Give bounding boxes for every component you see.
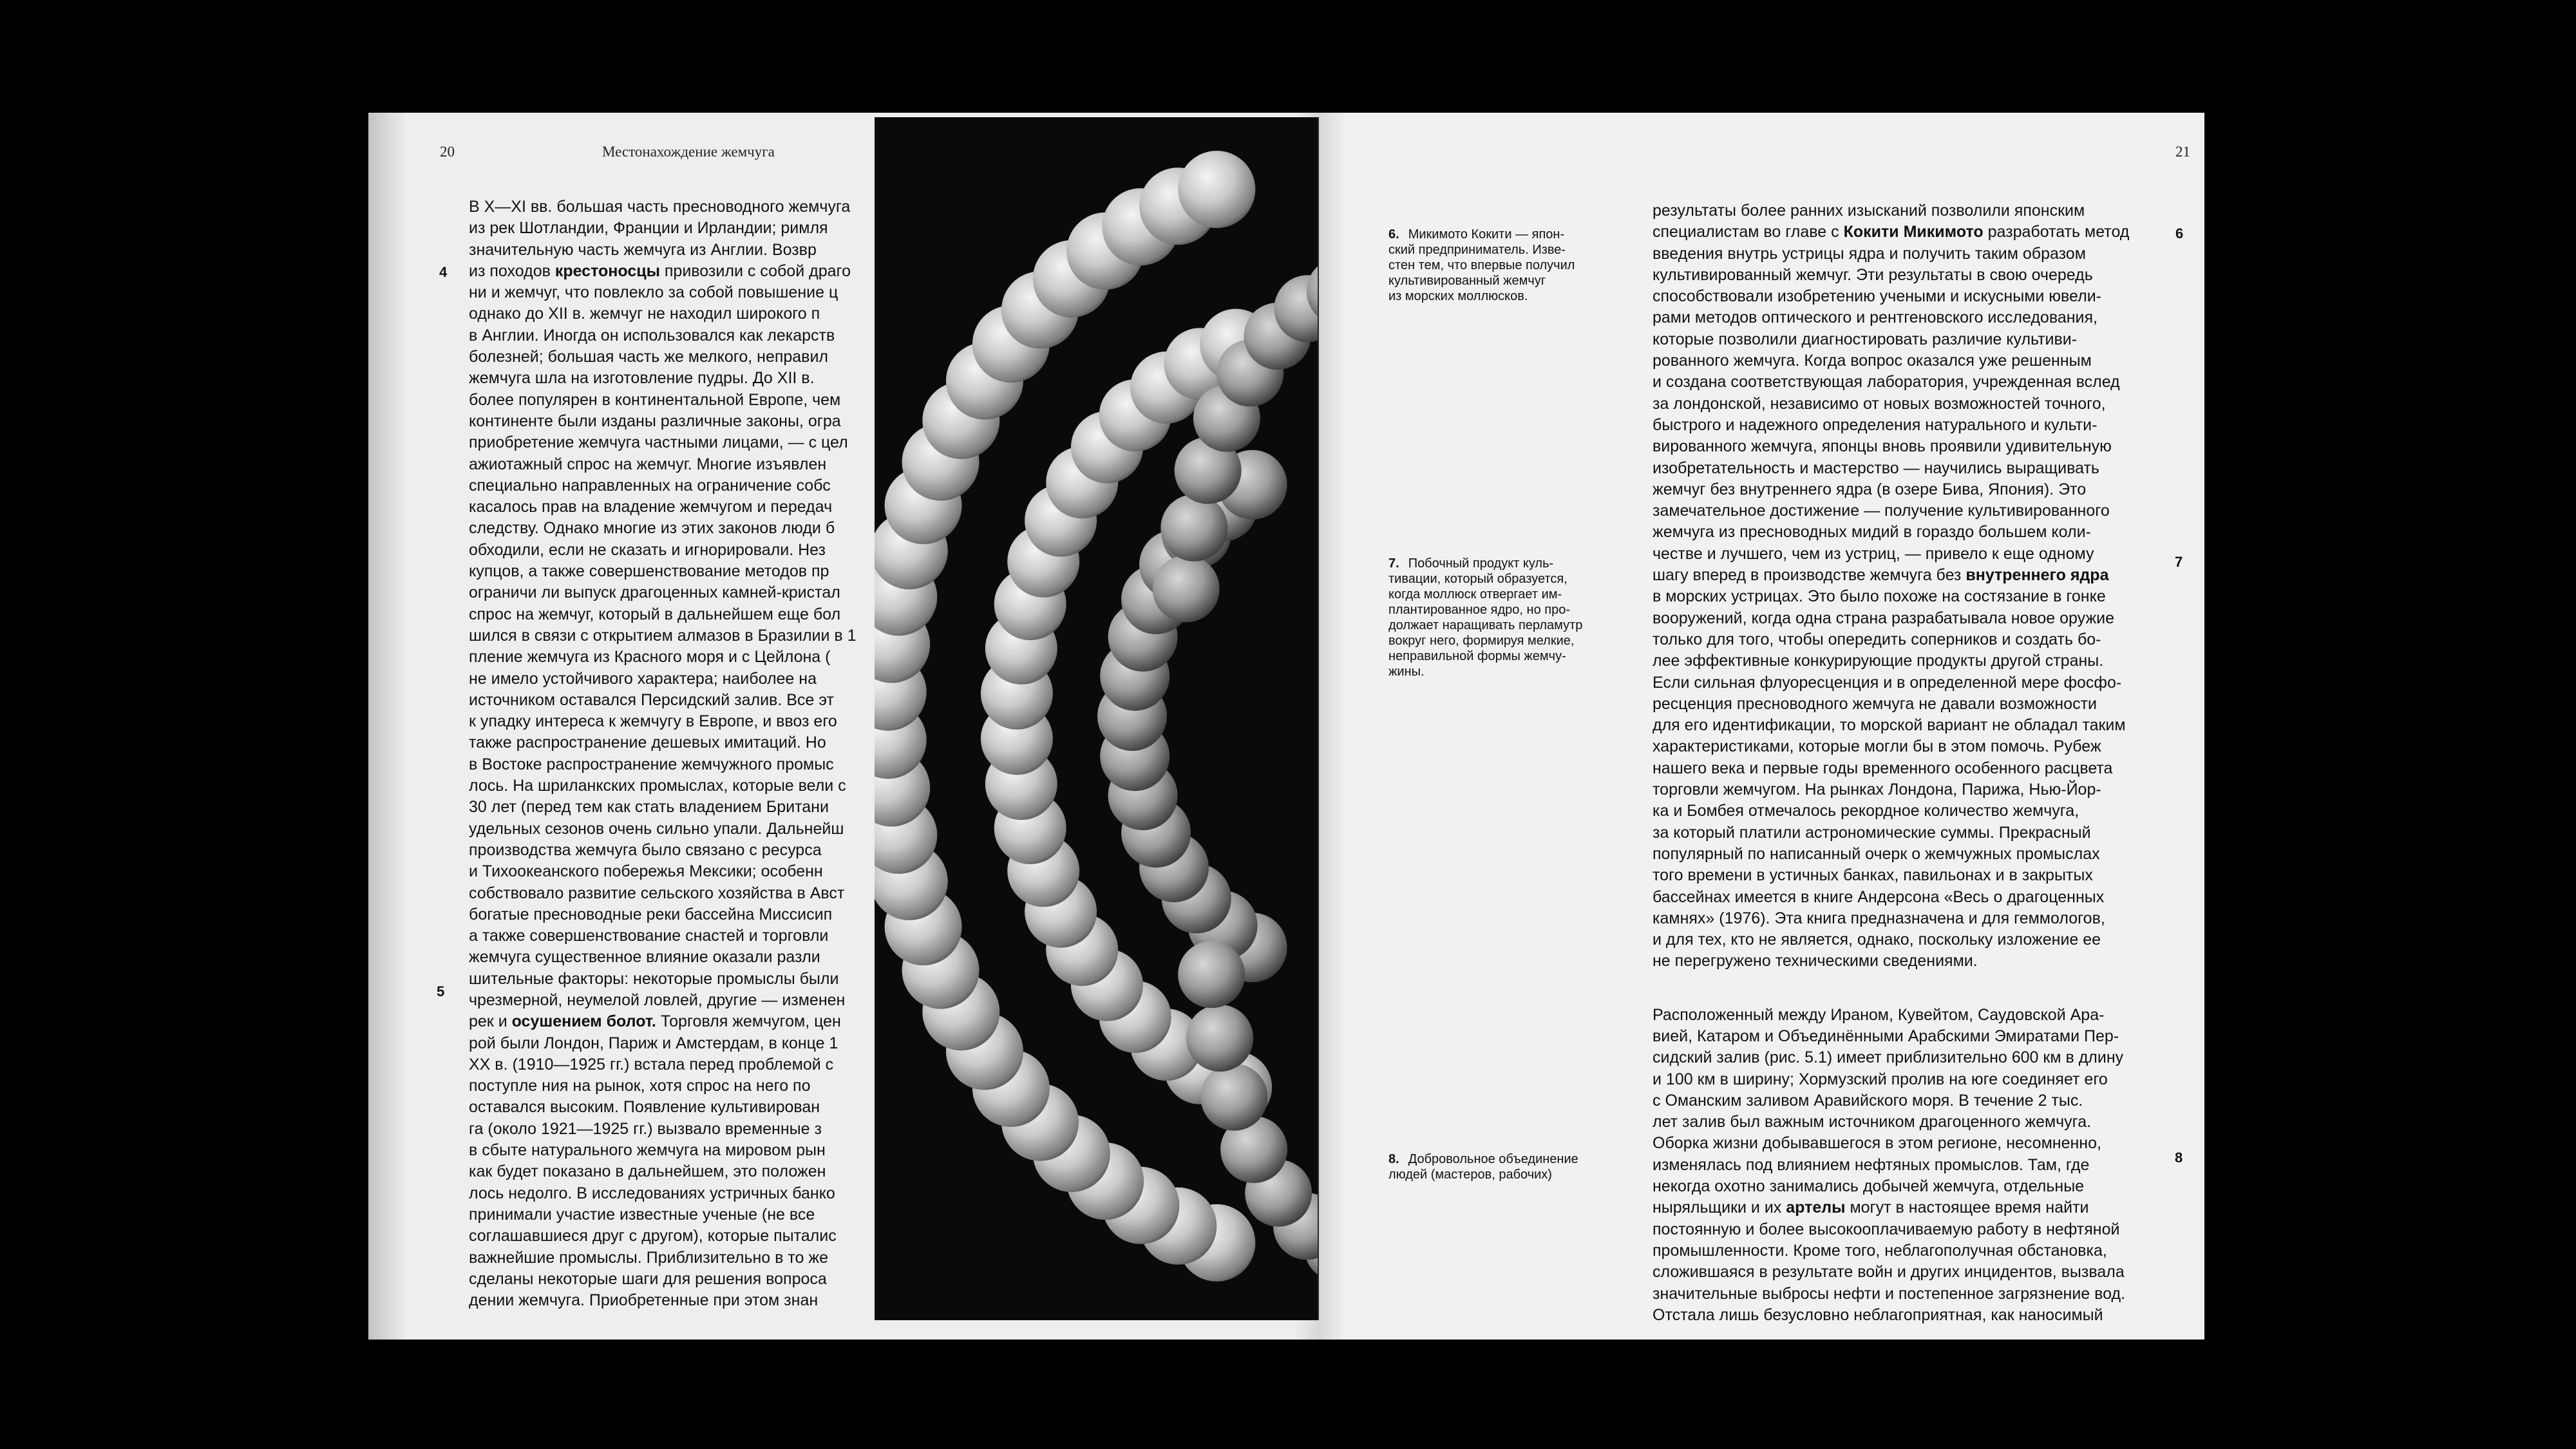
text-line: шительные факторы: некоторые промыслы были <box>469 969 839 988</box>
text-line: лет залив был важным источником драгоценного жемчуга. <box>1653 1113 2092 1132</box>
text-line: касалось прав на владение жемчугом и передач <box>469 498 833 516</box>
text-line: богатые пресноводные реки бассейна Миссисип <box>469 905 833 923</box>
text-line: континенте были изданы различные законы, огра <box>469 412 841 430</box>
text-line: с Оманским заливом Аравийского моря. В течение 2 тыс. <box>1653 1091 2083 1110</box>
text-line: ажиотажный спрос на жемчуг. Многие изъявлен <box>469 455 827 473</box>
text-line: быстрого и надежного определения натурального и культи- <box>1653 415 2098 434</box>
text-line: за лондонской, независимо от новых возможностей точного, <box>1653 394 2106 413</box>
pearl <box>1178 151 1255 228</box>
text-line: В X—XI вв. большая часть пресноводного жемчуга <box>469 198 851 216</box>
text-line: и Тихоокеанского побережья Мексики; особенн <box>469 862 823 881</box>
text-line: характеристиками, которые могли бы в этом помочь. Рубеж <box>1653 737 2101 756</box>
text-line: ныряльщики и их артелы могут в настоящее время найти <box>1653 1198 2089 1217</box>
pearl <box>1178 941 1245 1008</box>
text-line: жемчуга шла на изготовление пудры. До XII в. <box>469 369 815 388</box>
text-line: производства жемчуга было связано с ресурса <box>469 840 822 859</box>
text-line: важнейшие промыслы. Приблизительно в то же <box>469 1248 829 1267</box>
text-line: купцов, а также совершенствование методов пр <box>469 562 829 581</box>
text-line: камнях» (1976). Эта книга предназначена и для геммологов, <box>1653 909 2105 927</box>
text-line: сделаны некоторые шаги для решения вопроса <box>469 1269 827 1288</box>
text-line: вией, Катаром и Объединёнными Арабскими Эмиратами Пер- <box>1653 1027 2119 1045</box>
text-line: ресценция пресноводного жемчуга не давали возможности <box>1653 694 2098 713</box>
text-line: приобретение жемчуга частными лицами, — с цел <box>469 433 848 452</box>
margin-note-ref: 6 <box>2175 225 2184 242</box>
page-edge-shadow <box>368 113 407 1340</box>
margin-note-ref: 4 <box>439 264 448 280</box>
text-line: изобретательность и мастерство — научились выращивать <box>1653 459 2099 477</box>
text-line: специалистам во главе с Кокити Микимото разработать метод <box>1653 223 2130 242</box>
text-line: и 100 км в ширину; Хормузский пролив на юге соединяет его <box>1653 1070 2108 1088</box>
text-line: не перегружено техническими сведениями. <box>1653 952 1978 971</box>
text-line: нашего века и первые годы временного особенного расцвета <box>1653 759 2113 777</box>
text-line: в Англии. Иногда он использовался как лекарств <box>469 326 835 345</box>
text-line: и создана соответствующая лаборатория, учрежденная вслед <box>1653 373 2120 392</box>
text-line: замечательное достижение — получение культивированного <box>1653 502 2110 520</box>
text-line: шагу вперед в производстве жемчуга без внутреннего ядра <box>1653 566 2109 585</box>
text-line: из походов крестоносцы привозили с собой драго <box>469 261 851 280</box>
text-line: следству. Однако многие из этих законов люди б <box>469 519 835 538</box>
text-line: лее эффективные конкурирующие продукты другой страны. <box>1653 652 2104 670</box>
text-line: в морских устрицах. Это было похоже на состязание в гонке <box>1653 587 2106 606</box>
text-line: болезней; большая часть же мелкого, неправил <box>469 348 829 366</box>
text-line: спрос на жемчуг, который в дальнейшем еще бол <box>469 605 841 623</box>
text-line: собствовало развитие сельского хозяйства в Авст <box>469 884 845 902</box>
text-line: а также совершенствование снастей и торговли <box>469 927 829 945</box>
text-line: изменялась под влиянием нефтяных промыслов. Там, где <box>1653 1155 2090 1174</box>
text-line: вированного жемчуга, японцы вновь проявили удивительную <box>1653 437 2112 456</box>
text-line: того времени в устичных банках, павильонах и в закрытых <box>1653 866 2093 885</box>
text-line: не имело устойчивого характера; наиболее на <box>469 669 817 688</box>
text-line: в сбыте натурального жемчуга на мировом рын <box>469 1141 826 1160</box>
footnote: 7. Побочный продукт куль- тивации, который образуется, когда моллюск отвергает им- плантированное ядро, но про- должает наращивать перламутр вокруг него, формируя мелкие, неправильной формы жемчу- жины. <box>1388 556 1583 679</box>
pearl <box>1153 555 1220 622</box>
footnote-number: 7. <box>1388 556 1399 571</box>
right-body-text <box>1653 200 2168 1326</box>
text-line: для его идентификации, то морской вариант не обладал таким <box>1653 716 2126 735</box>
text-line: рек и осушением болот. Торговля жемчугом, цен <box>469 1012 841 1031</box>
text-line: популярный по написанный очерк о жемчужных промыслах <box>1653 844 2100 863</box>
text-line: дении жемчуга. Приобретенные при этом знан <box>469 1291 819 1310</box>
text-line: сложившаяся в результате войн и других инцидентов, вызвала <box>1653 1263 2125 1282</box>
pearl-strands-image <box>875 117 1318 1320</box>
text-line: постоянную и более высокооплачиваемую работу в нефтяной <box>1653 1220 2120 1238</box>
text-line: Оборка жизни добывавшегося в этом регионе, несомненно, <box>1653 1134 2101 1153</box>
text-line: культивированный жемчуг. Эти результаты в свою очередь <box>1653 265 2093 284</box>
footnote-number: 6. <box>1388 227 1399 242</box>
left-body-text <box>469 196 881 1311</box>
footnote: 6. Микимото Кокити — япон- ский предприниматель. Изве- стен тем, что впервые получил культивированный жемчуг из морских моллюсков. <box>1388 227 1575 303</box>
text-line: обходили, если не сказать и игнорировали. Нез <box>469 540 826 559</box>
footnote-number: 8. <box>1388 1152 1399 1166</box>
text-line: ограничи ли выпуск драгоценных камней-кристал <box>469 583 840 602</box>
text-line: шился в связи с открытием алмазов в Бразилии в 1 <box>469 626 857 645</box>
text-line: способствовали изобретению учеными и искусными ювели- <box>1653 287 2101 306</box>
text-line: в Востоке распространение жемчужного промыс <box>469 755 834 773</box>
text-line: значительные выбросы нефти и постепенное загрязнение вод. <box>1653 1284 2126 1303</box>
text-line: и для тех, кто не является, однако, поскольку изложение ее <box>1653 931 2101 949</box>
text-line: 30 лет (перед тем как стать владением Британи <box>469 798 829 817</box>
text-line: Расположенный между Ираном, Кувейтом, Саудовской Ара- <box>1653 1005 2105 1024</box>
pearl <box>1200 1064 1267 1131</box>
margin-note-ref: 7 <box>2175 554 2183 570</box>
text-line: чрезмерной, неумелой ловлей, другие — изменен <box>469 990 846 1009</box>
text-line: сидский залив (рис. 5.1) имеет приблизительно 600 км в длину <box>1653 1048 2124 1067</box>
text-line: вооружений, когда одна страна разрабатывала новое оружие <box>1653 609 2115 627</box>
footnote: 8. Добровольное объединение людей (мастеров, рабочих) <box>1388 1152 1578 1182</box>
text-line: значительную часть жемчуга из Англии. Возвр <box>469 240 817 259</box>
text-line: ка и Бомбея отмечалось рекордное количество жемчуга, <box>1653 802 2079 820</box>
text-line: поступле ния на рынок, хотя спрос на него по <box>469 1077 811 1095</box>
text-line: введения внутрь устрицы ядра и получить таким образом <box>1653 244 2086 263</box>
text-line: к упадку интереса к жемчугу в Европе, и ввоз его <box>469 712 837 731</box>
right-page-number: 21 <box>2175 144 2190 160</box>
text-line: источником оставался Персидский залив. Все эт <box>469 690 834 709</box>
text-line: только для того, чтобы опередить соперников и создать бо- <box>1653 630 2101 649</box>
text-line: удельных сезонов очень сильно упали. Дальнейш <box>469 819 844 838</box>
text-line: однако до XII в. жемчуг не находил широкого п <box>469 305 820 323</box>
text-line: принимали участие известные ученые (не все <box>469 1205 815 1224</box>
text-line: жемчуга из пресноводных мидий в гораздо большем коли- <box>1653 523 2091 542</box>
text-line: оставался высоким. Появление культивирован <box>469 1098 820 1117</box>
text-line: жемчуга существенное влияние оказали разли <box>469 948 820 967</box>
text-line: рованного жемчуга. Когда вопрос оказался уже решенным <box>1653 352 2092 370</box>
margin-note-ref: 5 <box>437 983 445 999</box>
text-line: некогда охотно занимались добычей жемчуга, отдельные <box>1653 1177 2085 1196</box>
text-line: лось недолго. В исследованиях устричных банко <box>469 1184 835 1202</box>
text-line: как будет показано в дальнейшем, это положен <box>469 1162 826 1181</box>
text-line: также распространение дешевых имитаций. Но <box>469 734 826 752</box>
paragraph-gap <box>1653 972 2168 1005</box>
text-line: специально направленных на ограничение собс <box>469 476 831 495</box>
text-line: результаты более ранних изысканий позволили японским <box>1653 202 2085 220</box>
text-line: пление жемчуга из Красного моря и с Цейлона ( <box>469 648 831 667</box>
text-line: соглашавшиеся друг с другом), которые пыталис <box>469 1227 837 1245</box>
text-line: XX в. (1910—1925 гг.) встала перед проблемой с <box>469 1055 834 1074</box>
pearls-photo <box>875 117 1318 1320</box>
text-line: из рек Шотландии, Франции и Ирландии; римля <box>469 219 828 238</box>
text-line: Отстала лишь безусловно неблагоприятная, как наносимый <box>1653 1305 2103 1324</box>
text-line: честве и лучшего, чем из устриц, — привело к еще одному <box>1653 544 2094 563</box>
left-page-number: 20 <box>440 144 455 160</box>
text-line: жемчуг без внутреннего ядра (в озере Бива, Япония). Это <box>1653 480 2087 498</box>
text-line: га (около 1921—1925 гг.) вызвало временные з <box>469 1119 822 1138</box>
margin-note-ref: 8 <box>2175 1150 2183 1166</box>
text-line: бассейнах имеется в книге Андерсона «Весь о драгоценных <box>1653 887 2105 906</box>
text-line: рами методов оптического и рентгеновского исследования, <box>1653 308 2098 327</box>
text-line: торговли жемчугом. На рынках Лондона, Парижа, Нью-Йор- <box>1653 781 2101 799</box>
text-line: за который платили астрономические суммы. Прекрасный <box>1653 823 2091 842</box>
text-line: лось. На шриланкских промыслах, которые вели с <box>469 777 846 795</box>
text-line: которые позволили диагностировать различие культиви- <box>1653 330 2078 348</box>
pearl <box>1160 495 1227 562</box>
running-head: Местонахождение жемчуга <box>602 144 775 160</box>
pearl <box>1186 1005 1253 1072</box>
text-line: рой были Лондон, Париж и Амстердам, в конце 1 <box>469 1034 838 1052</box>
text-line: ни и жемчуг, что повлекло за собой повышение ц <box>469 283 838 302</box>
text-line: Если сильная флуоресценция и в определенной мере фосфо- <box>1653 673 2122 692</box>
text-line: более популярен в континентальной Европе, чем <box>469 390 841 409</box>
text-line: промышленности. Кроме того, неблагополучная обстановка, <box>1653 1241 2107 1260</box>
